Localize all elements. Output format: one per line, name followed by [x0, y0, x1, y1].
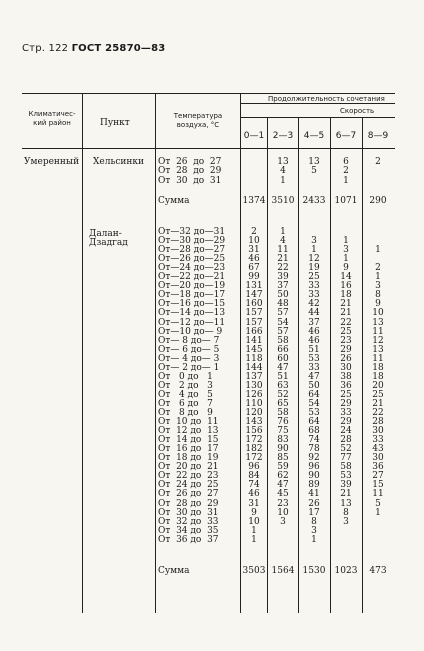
table-cell: 172	[245, 435, 263, 446]
speed-col-header: 4—5	[303, 131, 325, 141]
col-divider-2	[155, 93, 156, 613]
table-cell: 33	[308, 362, 320, 373]
table-cell: 13	[308, 157, 320, 167]
table-cell: 21	[340, 489, 352, 500]
temperature-range: От—24 до—23	[158, 263, 226, 274]
sum-cell: 473	[369, 566, 387, 576]
temperature-range: От—10 до— 9	[158, 326, 223, 337]
col-divider-6	[330, 117, 331, 613]
table-cell: 5	[311, 166, 317, 177]
temperature-range: От 4 до 5	[158, 389, 213, 400]
temperature-range: От—30 до—29	[158, 236, 226, 247]
table-cell: 12	[372, 335, 384, 346]
table-cell: 46	[308, 326, 320, 337]
table-cell: 3	[343, 516, 349, 527]
table-cell: 14	[340, 272, 352, 283]
table-cell: 141	[245, 335, 263, 346]
table-cell: 172	[245, 453, 263, 464]
table-cell: 30	[372, 426, 384, 437]
table-cell: 145	[245, 344, 263, 355]
table-cell: 52	[340, 444, 352, 455]
table-cell: 13	[372, 344, 384, 355]
temperature-range: От— 4 до— 3	[158, 353, 220, 364]
table-cell: 37	[277, 281, 289, 292]
table-cell: 1	[375, 245, 381, 256]
table-cell: 33	[308, 290, 320, 301]
table-cell: 2	[251, 227, 257, 237]
table-cell: 156	[245, 426, 263, 437]
table-cell: 31	[248, 245, 260, 256]
temperature-range: От 14 до 15	[158, 435, 219, 446]
table-cell: 53	[340, 471, 352, 482]
table-cell: 144	[245, 362, 263, 373]
sum-label: Сумма	[158, 196, 190, 206]
temperature-range: От 6 до 7	[158, 398, 213, 409]
col-divider-1	[82, 93, 83, 613]
temperature-range: От 20 до 21	[158, 462, 219, 473]
table-cell: 74	[308, 435, 320, 446]
table-cell: 43	[372, 444, 384, 455]
table-cell: 31	[248, 498, 260, 509]
table-cell: 39	[277, 272, 289, 283]
table-cell: 37	[308, 317, 320, 328]
table-cell: 46	[248, 254, 260, 265]
table-cell: 10	[248, 516, 260, 527]
table-cell: 1	[343, 236, 349, 247]
table-cell: 53	[308, 353, 320, 364]
table-cell: 166	[245, 326, 263, 337]
table-cell: 50	[308, 380, 320, 391]
table-cell: 4	[280, 166, 286, 177]
temperature-range: От 10 до 11	[158, 417, 219, 428]
table-cell: 23	[277, 498, 289, 509]
temperature-range: От 22 до 23	[158, 471, 219, 482]
speed-col-header: 0—1	[243, 131, 265, 141]
table-cell: 54	[308, 398, 320, 409]
temperature-range: От—26 до—25	[158, 254, 226, 265]
speed-col-header: 2—3	[272, 131, 294, 141]
table-cell: 120	[245, 408, 263, 418]
table-cell: 16	[340, 281, 352, 292]
table-cell: 58	[277, 408, 289, 418]
sum-label: Сумма	[158, 566, 190, 576]
table-cell: 4	[280, 236, 286, 247]
temperature-range: От 34 до 35	[158, 525, 219, 536]
table-cell: 11	[372, 326, 384, 337]
table-cell: 1	[280, 175, 286, 186]
table-cell: 47	[277, 362, 289, 373]
table-cell: 8	[311, 516, 317, 527]
table-cell: 54	[277, 317, 289, 328]
table-cell: 22	[372, 408, 384, 418]
standard-code: ГОСТ 25870—83	[71, 43, 166, 54]
table-cell: 1	[375, 272, 381, 283]
speed-rule	[240, 117, 395, 118]
table-cell: 60	[277, 353, 289, 364]
table-cell: 3	[343, 245, 349, 256]
table-cell: 33	[372, 435, 384, 446]
table-cell: 28	[372, 417, 384, 428]
speed-col-header: 6—7	[335, 131, 357, 141]
table-cell: 118	[245, 353, 263, 364]
table-cell: 83	[277, 435, 289, 446]
table-cell: 26	[340, 353, 352, 364]
table-cell: 59	[277, 462, 289, 473]
table-cell: 92	[308, 453, 320, 464]
table-cell: 46	[248, 489, 260, 500]
table-cell: 11	[277, 245, 289, 256]
table-cell: 29	[340, 398, 352, 409]
table-cell: 22	[340, 317, 352, 328]
table-cell: 30	[340, 362, 352, 373]
table-cell: 44	[308, 308, 320, 319]
table-cell: 57	[277, 308, 289, 319]
table-cell: 2	[343, 166, 349, 177]
table-cell: 68	[308, 426, 320, 437]
header-bottom-rule	[22, 148, 395, 149]
table-cell: 63	[277, 380, 289, 391]
table-cell: 57	[277, 326, 289, 337]
table-cell: 21	[277, 254, 289, 265]
temperature-range: От—12 до—11	[158, 317, 226, 328]
table-cell: 11	[372, 353, 384, 364]
table-cell: 58	[340, 462, 352, 473]
table-cell: 74	[248, 480, 260, 491]
table-cell: 25	[372, 389, 384, 400]
table-cell: 157	[245, 317, 263, 328]
table-cell: 30	[372, 453, 384, 464]
table-top-rule	[22, 93, 395, 94]
table-cell: 76	[277, 417, 289, 428]
table-cell: 96	[308, 462, 320, 473]
table-cell: 126	[245, 389, 263, 400]
table-cell: 50	[277, 290, 289, 301]
temperature-range: От—16 до—15	[158, 299, 226, 310]
table-cell: 137	[245, 371, 263, 382]
table-cell: 22	[277, 263, 289, 274]
table-cell: 12	[308, 254, 320, 265]
temperature-range: От 8 до 9	[158, 408, 213, 418]
col-divider-5	[298, 117, 299, 613]
temperature-range: От— 6 до— 5	[158, 344, 220, 355]
table-cell: 47	[277, 480, 289, 491]
temperature-range: От 12 до 13	[158, 426, 219, 437]
temperature-range: От 30 до 31	[158, 175, 222, 186]
header-duration: Продолжительность сочетания	[268, 95, 385, 103]
table-cell: 42	[308, 299, 320, 310]
sum-cell: 1023	[334, 566, 358, 576]
table-cell: 3	[280, 516, 286, 527]
table-cell: 15	[372, 480, 384, 491]
temperature-range: От 26 до 27	[158, 157, 222, 167]
table-cell: 147	[245, 290, 263, 301]
table-cell: 41	[308, 489, 320, 500]
table-cell: 3	[375, 281, 381, 292]
table-cell: 66	[277, 344, 289, 355]
temperature-range: От—22 до—21	[158, 272, 226, 283]
temperature-range: От 16 до 17	[158, 444, 219, 455]
temperature-range: От 26 до 27	[158, 489, 219, 500]
point-dalanzadgad-line1: Далан-	[89, 229, 122, 239]
table-cell: 25	[340, 326, 352, 337]
point-helsinki: Хельсинки	[93, 157, 145, 167]
table-cell: 13	[340, 498, 352, 509]
table-cell: 77	[340, 453, 352, 464]
temperature-range: От— 2 до— 1	[158, 362, 220, 373]
duration-rule	[240, 103, 395, 104]
table-cell: 84	[248, 471, 260, 482]
temperature-range: От—14 до—13	[158, 308, 226, 319]
table-cell: 1	[311, 534, 317, 545]
table-cell: 62	[277, 471, 289, 482]
header-point: Пункт	[100, 118, 130, 128]
table-cell: 2	[375, 263, 381, 274]
sum-cell: 1071	[334, 196, 358, 206]
table-cell: 13	[277, 157, 289, 167]
temperature-range: От 28 до 29	[158, 498, 219, 509]
temperature-range: От—20 до—19	[158, 281, 226, 292]
table-cell: 10	[277, 507, 289, 518]
table-cell: 48	[277, 299, 289, 310]
sum-cell: 3503	[242, 566, 266, 576]
table-cell: 26	[308, 498, 320, 509]
table-cell: 5	[375, 498, 381, 509]
table-cell: 27	[372, 471, 384, 482]
table-cell: 33	[308, 281, 320, 292]
table-cell: 130	[245, 380, 263, 391]
table-cell: 38	[340, 371, 352, 382]
table-cell: 39	[340, 480, 352, 491]
table-cell: 10	[372, 308, 384, 319]
table-cell: 75	[277, 426, 289, 437]
table-cell: 21	[372, 398, 384, 409]
speed-col-header: 8—9	[367, 131, 389, 141]
table-cell: 67	[248, 263, 260, 274]
col-divider-7	[362, 117, 363, 613]
table-cell: 1	[251, 534, 257, 545]
table-cell: 36	[372, 462, 384, 473]
header-speed: Скорость	[340, 107, 375, 115]
temperature-range: От 2 до 3	[158, 380, 213, 391]
table-cell: 1	[280, 227, 286, 237]
table-cell: 13	[372, 317, 384, 328]
table-cell: 46	[308, 335, 320, 346]
table-cell: 131	[245, 281, 263, 292]
point-dalanzadgad-line2: Дзадгад	[89, 238, 128, 248]
table-cell: 58	[277, 335, 289, 346]
table-cell: 21	[340, 308, 352, 319]
temperature-range: От 24 до 25	[158, 480, 219, 491]
table-cell: 182	[245, 444, 263, 455]
table-cell: 25	[340, 389, 352, 400]
table-cell: 65	[277, 398, 289, 409]
table-cell: 9	[251, 507, 257, 518]
sum-cell: 2433	[302, 196, 326, 206]
table-cell: 160	[245, 299, 263, 310]
table-cell: 18	[340, 290, 352, 301]
table-cell: 2	[375, 157, 381, 167]
table-cell: 47	[308, 371, 320, 382]
temperature-range: От 32 до 33	[158, 516, 219, 527]
table-cell: 1	[251, 525, 257, 536]
table-cell: 53	[308, 408, 320, 418]
table-cell: 18	[372, 362, 384, 373]
table-cell: 29	[340, 417, 352, 428]
temperature-range: От 18 до 19	[158, 453, 219, 464]
table-cell: 85	[277, 453, 289, 464]
table-cell: 1	[311, 245, 317, 256]
table-cell: 25	[308, 272, 320, 283]
temperature-range: От—28 до—27	[158, 245, 226, 256]
temperature-range: От—18 до—17	[158, 290, 226, 301]
temperature-range: От—32 до—31	[158, 227, 226, 237]
table-cell: 1	[375, 507, 381, 518]
region-temperate: Умеренный	[24, 157, 80, 167]
table-cell: 20	[372, 380, 384, 391]
table-cell: 23	[340, 335, 352, 346]
table-cell: 51	[277, 371, 289, 382]
sum-cell: 1564	[271, 566, 295, 576]
table-cell: 29	[340, 344, 352, 355]
table-cell: 10	[248, 236, 260, 247]
table-cell: 17	[308, 507, 320, 518]
temperature-range: От 36 до 37	[158, 534, 219, 545]
table-cell: 1	[343, 254, 349, 265]
table-cell: 33	[340, 408, 352, 418]
table-cell: 90	[277, 444, 289, 455]
temperature-range: От 0 до 1	[158, 371, 213, 382]
table-cell: 3	[311, 525, 317, 536]
table-cell: 45	[277, 489, 289, 500]
page-header	[22, 43, 165, 54]
table-cell: 78	[308, 444, 320, 455]
table-cell: 36	[340, 380, 352, 391]
sum-cell: 1374	[242, 196, 266, 206]
temperature-range: От 28 до 29	[158, 166, 222, 177]
table-cell: 8	[343, 507, 349, 518]
table-cell: 19	[308, 263, 320, 274]
table-cell: 52	[277, 389, 289, 400]
table-cell: 143	[245, 417, 263, 428]
header-climatic-region: Климатичес-кий район	[28, 110, 76, 127]
table-cell: 157	[245, 308, 263, 319]
table-cell: 51	[308, 344, 320, 355]
table-cell: 64	[308, 389, 320, 400]
temperature-range: От— 8 до— 7	[158, 335, 220, 346]
table-cell: 28	[340, 435, 352, 446]
temperature-range: От 30 до 31	[158, 507, 219, 518]
table-cell: 90	[308, 471, 320, 482]
table-cell: 9	[375, 299, 381, 310]
table-cell: 64	[308, 417, 320, 428]
table-cell: 1	[343, 175, 349, 186]
table-cell: 96	[248, 462, 260, 473]
table-cell: 11	[372, 489, 384, 500]
table-cell: 110	[245, 398, 263, 409]
sum-cell: 1530	[302, 566, 326, 576]
table-cell: 8	[375, 290, 381, 301]
table-cell: 3	[311, 236, 317, 247]
page-number: Стр. 122	[22, 43, 69, 54]
sum-cell: 290	[369, 196, 387, 206]
table-cell: 99	[248, 272, 260, 283]
header-temperature: Температура воздуха, °С	[173, 112, 223, 129]
table-cell: 6	[343, 157, 349, 167]
table-cell: 21	[340, 299, 352, 310]
sum-cell: 3510	[271, 196, 295, 206]
table-cell: 89	[308, 480, 320, 491]
table-cell: 24	[340, 426, 352, 437]
col-divider-4	[267, 117, 268, 613]
table-cell: 18	[372, 371, 384, 382]
table-cell: 9	[343, 263, 349, 274]
